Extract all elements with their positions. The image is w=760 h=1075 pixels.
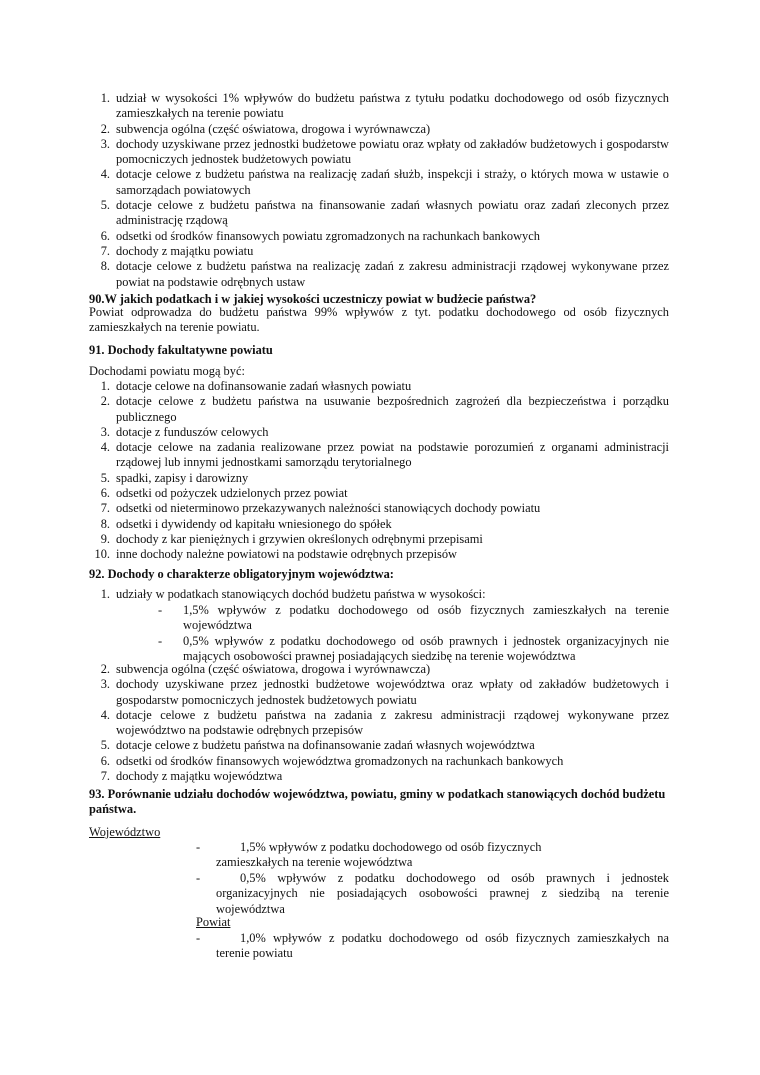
list-item [89, 122, 669, 137]
list-text: dotacje celowe na dofinansowanie zadań własnych powiatu [116, 379, 412, 393]
list-number: 9. [100, 531, 110, 546]
comparison-line: organizacyjnych nie posiadających osobowości prawnej z siedzibą na terenie województwa [216, 886, 669, 916]
list-text: dotacje celowe z budżetu państwa na dofinansowanie zadań własnych województwa [116, 738, 535, 753]
list-item [89, 677, 669, 708]
list-text: subwencja ogólna (część oświatowa, drogowa i wyrównawcza) [116, 662, 431, 676]
list-item [89, 769, 669, 784]
list-item [89, 754, 669, 769]
list-q92-sub [155, 603, 669, 664]
list-number: 6. [100, 753, 110, 768]
list-text: dotacje celowe z budżetu państwa na realizację zadań z zakresu administracji rządowej wykonywane przez powiat na podstawie odrębnych ustaw [116, 259, 669, 289]
list-number: 6. [100, 486, 110, 501]
list-text: dotacje celowe na zadania realizowane przez powiat na podstawie porozumień z organami administracji rządowej lub innymi jednostkami samorządu terytorialnego [116, 440, 669, 470]
list-text: udziały w podatkach stanowiących dochód budżetu państwa w wysokości: [116, 587, 486, 601]
comparison-item [216, 931, 669, 962]
list-item [89, 440, 669, 471]
list-item [89, 394, 669, 425]
sub-list-text: 1,5% wpływów z podatku dochodowego od osób fizycznych zamieszkałych na terenie województwa [183, 603, 669, 633]
sub-list-item [155, 634, 669, 665]
list-item [89, 486, 669, 501]
list-item [89, 517, 669, 532]
list-text: subwencja ogólna (część oświatowa, drogowa i wyrównawcza) [116, 121, 431, 136]
list-q91 [89, 379, 669, 563]
list-text: odsetki i dywidendy od kapitału wniesionego do spółek [116, 516, 392, 531]
label-powiat: Powiat [196, 915, 231, 929]
list-number: 5. [100, 470, 110, 485]
list-item [89, 198, 669, 229]
list-number: 4. [100, 440, 110, 455]
list-item [89, 547, 669, 562]
dash: - [158, 633, 163, 648]
heading-q92: 92. Dochody o charakterze obligatoryjnym województwa: [89, 567, 394, 581]
comparison-item [216, 840, 669, 871]
heading-q93: 93. Porównanie udziału dochodów województwa, powiatu, gminy w podatkach stanowiących dochód budżetu państwa. [89, 787, 666, 816]
list-text: dotacje celowe z budżetu państwa na finansowanie zadań własnych powiatu oraz zadań zleconych przez administrację rządową [116, 198, 669, 228]
comparison-line: 1,5% wpływów z podatku dochodowego od osób fizycznych [240, 840, 542, 854]
list-text: odsetki od środków finansowych powiatu zgromadzonych na rachunkach bankowych [116, 228, 540, 243]
list-item [89, 91, 669, 122]
list-item [89, 587, 669, 602]
comparison-line: 0,5% wpływów z podatku dochodowego od osób prawnych i jednostek [240, 871, 669, 885]
list-number: 1. [100, 91, 110, 105]
list-text: odsetki od środków finansowych województwa gromadzonych na rachunkach bankowych [116, 753, 564, 768]
list-text: dochody z kar pieniężnych i grzywien określonych odrębnymi przepisami [116, 531, 483, 546]
list-item [89, 229, 669, 244]
list-text: dotacje celowe z budżetu państwa na usuwanie bezpośrednich zagrożeń dla bezpieczeństwa i porządku publicznego [116, 394, 669, 424]
list-item [89, 738, 669, 753]
list-text: dotacje celowe z budżetu państwa na zadania z zakresu administracji rządowej wykonywane przez województwo na podstawie odrębnych przepisów [116, 707, 669, 738]
list-number: 4. [100, 707, 110, 722]
paragraph-q90: Powiat odprowadza do budżetu państwa 99% wpływów z tyt. podatku dochodowego od osób fizycznych zamieszkałych na terenie powiatu. [89, 305, 669, 335]
list-number: 10. [94, 547, 110, 562]
list-item [89, 501, 669, 516]
list-number: 3. [100, 424, 110, 439]
list-number: 1. [100, 587, 110, 601]
list-number: 8. [100, 259, 110, 274]
sub-list-item [155, 603, 669, 634]
comparison-item [216, 871, 669, 917]
list-number: 7. [100, 243, 110, 258]
list-text: odsetki od nieterminowo przekazywanych należności stanowiących dochody powiatu [116, 501, 541, 516]
heading-q90: 90.W jakich podatkach i w jakiej wysokości uczestniczy powiat w budżecie państwa? [89, 292, 537, 306]
list-number: 4. [100, 167, 110, 182]
list-text: dochody uzyskiwane przez jednostki budżetowe powiatu oraz wpłaty od zakładów budżetowych i gospodarstw pomocniczych jednostek budżetowych powiatu [116, 136, 669, 167]
dash: - [196, 931, 201, 945]
list-text: dochody z majątku województwa [116, 769, 283, 784]
comparison-line: zamieszkałych na terenie województwa [216, 855, 413, 870]
intro-q91: Dochodami powiatu mogą być: [89, 364, 245, 378]
list-item [89, 532, 669, 547]
list-text: dochody z majątku powiatu [116, 243, 254, 258]
list-item [89, 244, 669, 259]
list-item [89, 379, 669, 394]
list-number: 7. [100, 501, 110, 516]
list-number: 2. [100, 662, 110, 676]
list-top [89, 91, 669, 290]
list-q92-item1 [89, 587, 669, 602]
comparison-line: 1,0% wpływów z podatku dochodowego od osób fizycznych zamieszkałych na [240, 931, 669, 945]
list-number: 3. [100, 136, 110, 151]
comparison-line: terenie powiatu [216, 946, 293, 961]
list-text: dochody uzyskiwane przez jednostki budżetowe województwa oraz wpłaty od zakładów budżetowych i gospodarstw pomocniczych jednostek budżetowych powiatu [116, 677, 669, 707]
list-item [89, 425, 669, 440]
list-item [89, 471, 669, 486]
list-number: 8. [100, 516, 110, 531]
list-text: spadki, zapisy i darowizny [116, 470, 249, 485]
list-item [89, 662, 669, 677]
list-text: dotacje z funduszów celowych [116, 424, 269, 439]
dash: - [196, 871, 201, 885]
dash: - [158, 603, 163, 617]
list-text: dotacje celowe z budżetu państwa na realizację zadań służb, inspekcji i straży, o których mowa w ustawie o samorządach powiatowych [116, 167, 669, 197]
list-item [89, 708, 669, 739]
dash: - [196, 840, 201, 854]
list-number: 2. [100, 121, 110, 136]
list-number: 2. [100, 394, 110, 409]
list-number: 7. [100, 769, 110, 784]
sub-list-text: 0,5% wpływów z podatku dochodowego od osób prawnych i jednostek organizacyjnych nie mających osobowości prawnej posiadających siedzibę na terenie województwa [183, 633, 669, 663]
list-number: 3. [100, 677, 110, 692]
list-number: 5. [100, 738, 110, 753]
heading-q91: 91. Dochody fakultatywne powiatu [89, 343, 273, 357]
list-item [89, 259, 669, 290]
list-number: 6. [100, 228, 110, 243]
list-item [89, 137, 669, 168]
list-q92 [89, 662, 669, 784]
list-number: 1. [100, 379, 110, 393]
list-text: udział w wysokości 1% wpływów do budżetu państwa z tytułu podatku dochodowego od osób fizycznych zamieszkałych na terenie powiatu [116, 91, 669, 121]
list-item [89, 167, 669, 198]
list-text: inne dochody należne powiatowi na podstawie odrębnych przepisów [116, 547, 457, 562]
label-wojewodztwo: Województwo [89, 825, 161, 839]
list-text: odsetki od pożyczek udzielonych przez powiat [116, 486, 348, 501]
list-number: 5. [100, 198, 110, 213]
